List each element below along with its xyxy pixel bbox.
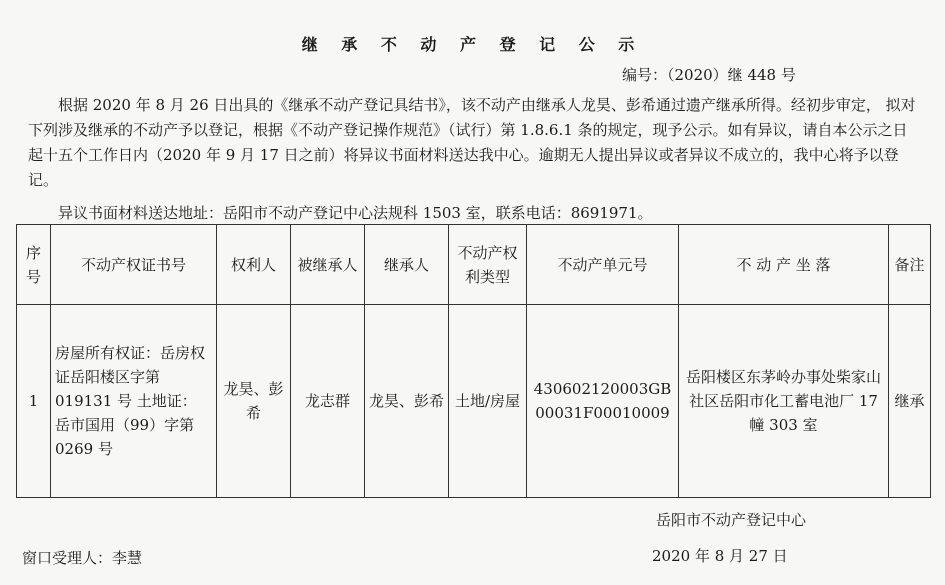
document-number: 编号：（2020）继 448 号 bbox=[622, 66, 796, 84]
cell-unit-number: 430602120003GB00031F00010009 bbox=[527, 305, 679, 498]
cell-remark: 继承 bbox=[889, 305, 931, 498]
issue-date: 2020 年 8 月 27 日 bbox=[652, 547, 788, 565]
notice-title: 继 承 不 动 产 登 记 公 示 bbox=[301, 35, 644, 54]
header-serial: 序号 bbox=[17, 225, 51, 305]
notice-paragraph: 根据 2020 年 8 月 26 日出具的《继承不动产登记具结书》，该不动产由继承人龙昊、彭希通过遗产继承所得。经初步审定， 拟对下列涉及继承的不动产予以登记，根据《不动产登记操作规范》（试行）第 1.8.6.1 条的规定，现予公示。如有异议，请自本公示之日起十五个工作日内（2020 年 9 月 17 日之前）将异议书面材料送达我中心。逾期无人提出异议或者异议不成立的，我中心将予以登记。 bbox=[28, 96, 916, 189]
cell-serial: 1 bbox=[17, 305, 51, 498]
cell-owner: 龙昊、彭希 bbox=[217, 305, 291, 498]
header-certificate: 不动产权证书号 bbox=[51, 225, 217, 305]
header-unit-number: 不动产单元号 bbox=[527, 225, 679, 305]
header-location: 不 动 产 坐 落 bbox=[679, 225, 889, 305]
header-owner: 权利人 bbox=[217, 225, 291, 305]
cell-location: 岳阳楼区东茅岭办事处柴家山社区岳阳市化工蓄电池厂 17 幢 303 室 bbox=[679, 305, 889, 498]
objection-address: 异议书面材料送达地址：岳阳市不动产登记中心法规科 1503 室，联系电话：8691971。 bbox=[58, 204, 653, 222]
header-remark: 备注 bbox=[889, 225, 931, 305]
table-header-row bbox=[17, 225, 931, 305]
header-heir: 继承人 bbox=[365, 225, 449, 305]
cell-decedent: 龙志群 bbox=[291, 305, 365, 498]
issuing-authority: 岳阳市不动产登记中心 bbox=[656, 511, 807, 529]
header-right-type: 不动产权利类型 bbox=[449, 225, 527, 305]
cell-heir: 龙昊、彭希 bbox=[365, 305, 449, 498]
table-row bbox=[17, 305, 931, 498]
registration-table bbox=[16, 224, 931, 498]
notice-body bbox=[28, 93, 918, 193]
cell-right-type: 土地/房屋 bbox=[449, 305, 527, 498]
window-clerk: 窗口受理人：李慧 bbox=[22, 549, 143, 567]
header-decedent: 被继承人 bbox=[291, 225, 365, 305]
cell-certificate: 房屋所有权证：岳房权证岳阳楼区字第 019131 号 土地证： 岳市国用（99）字第 0269 号 bbox=[51, 305, 217, 498]
